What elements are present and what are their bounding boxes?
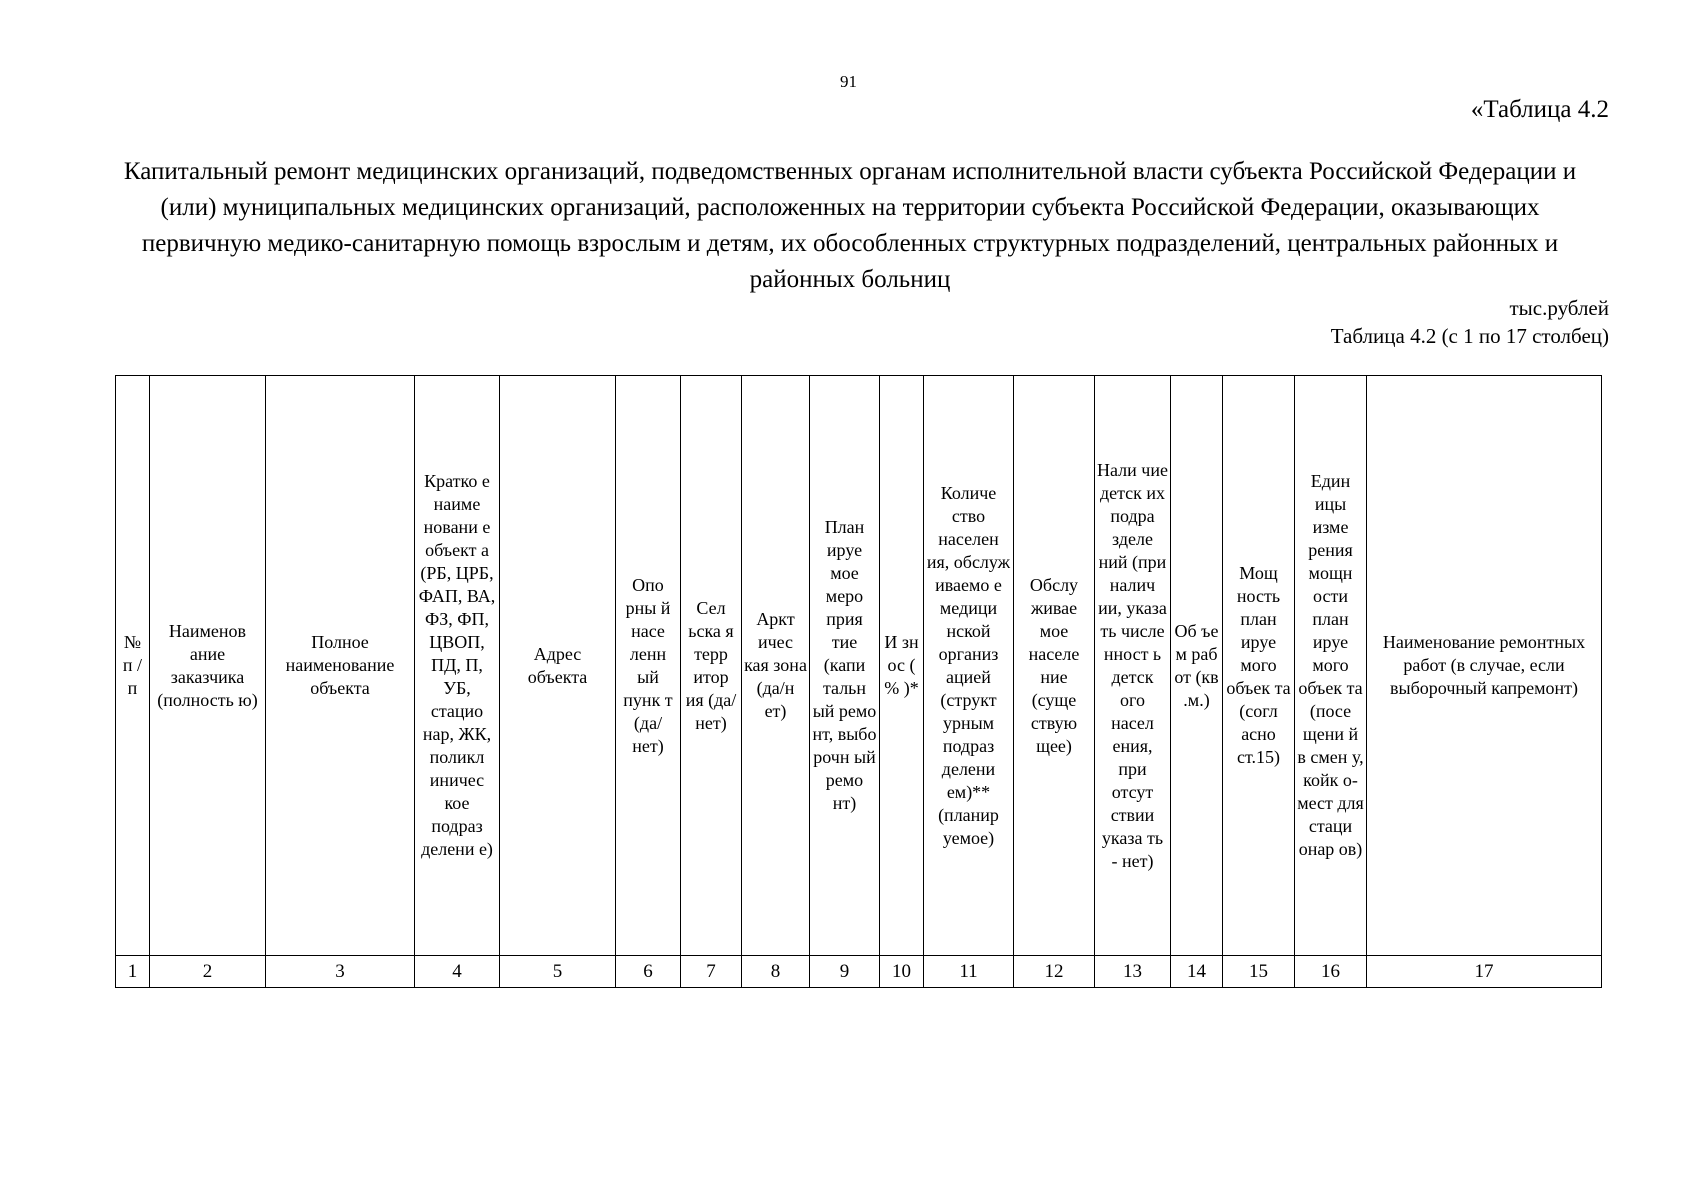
header-cell: № п / п — [116, 376, 150, 956]
column-number-cell: 12 — [1014, 956, 1095, 988]
column-number-cell: 16 — [1295, 956, 1367, 988]
column-number-cell: 11 — [924, 956, 1014, 988]
unit-note: тыс.рублей — [1509, 296, 1609, 320]
column-number-row — [116, 956, 1602, 988]
header-cell: План ируе мое меро прия тие (капи тальн ый ремо нт, выбо рочн ый ремо нт) — [810, 376, 880, 956]
column-number-cell: 2 — [150, 956, 266, 988]
header-cell: Об ъе м раб от (кв .м.) — [1171, 376, 1223, 956]
repair-table — [115, 375, 1602, 988]
column-number-cell: 6 — [616, 956, 681, 988]
column-number-cell: 4 — [415, 956, 500, 988]
column-number-cell: 9 — [810, 956, 880, 988]
column-number-cell: 1 — [116, 956, 150, 988]
document-title: Капитальный ремонт медицинских организаций, подведомственных органам исполнительной власти субъекта Российской Федерации и (или) муниципальных медицинских организаций, расположенных на территории субъекта Российской Федерации, оказывающих первичную медико-санитарную помощь взрослым и детям, их обособленных структурных подразделений, центральных районных и районных больниц — [123, 158, 1577, 293]
column-number-cell: 8 — [742, 956, 810, 988]
table-reference: «Таблица 4.2 — [1470, 96, 1609, 123]
column-number-cell: 7 — [681, 956, 742, 988]
header-row — [116, 376, 1602, 956]
column-number-cell: 14 — [1171, 956, 1223, 988]
column-number-cell: 3 — [266, 956, 415, 988]
header-cell: Аркт ичес кая зона (да/н ет) — [742, 376, 810, 956]
header-cell: Кратко е наиме новани е объект а (РБ, ЦРБ, ФАП, ВА, ФЗ, ФП, ЦВОП, ПД, П, УБ, стацио нар, ЖК, поликл иничес кое подраз делени е) — [415, 376, 500, 956]
column-number-cell: 5 — [500, 956, 616, 988]
header-cell: Наименов ание заказчика (полность ю) — [150, 376, 266, 956]
header-cell: Обслу живае мое населе ние (суще ствую щее) — [1014, 376, 1095, 956]
header-cell: Полное наименование объекта — [266, 376, 415, 956]
header-cell: Количе ство населен ия, обслуж иваемо е медици нской организ ацией (структ урным подраз делени ем)** (планир уемое) — [924, 376, 1014, 956]
column-number-cell: 17 — [1367, 956, 1602, 988]
subtable-note: Таблица 4.2 (с 1 по 17 столбец) — [1330, 324, 1609, 348]
column-number-cell: 15 — [1223, 956, 1295, 988]
page-number: 91 — [840, 72, 857, 91]
header-cell: Мощ ность план ируе мого объек та (согл асно ст.15) — [1223, 376, 1295, 956]
header-cell: Адрес объекта — [500, 376, 616, 956]
header-cell: И зн ос ( % )* — [880, 376, 924, 956]
column-number-cell: 13 — [1095, 956, 1171, 988]
header-cell: Един ицы изме рения мощн ости план ируе мого объек та (посе щени й в смен у, койк о- мест для стаци онар ов) — [1295, 376, 1367, 956]
header-cell: Опо рны й насе ленн ый пунк т (да/ нет) — [616, 376, 681, 956]
header-cell: Сел ьска я терр итор ия (да/ нет) — [681, 376, 742, 956]
header-cell: Наименование ремонтных работ (в случае, если выборочный капремонт) — [1367, 376, 1602, 956]
header-cell: Нали чие детск их подра зделе ний (при налич ии, указа ть числе нност ь детск ого насел ения, при отсут ствии указа ть - нет) — [1095, 376, 1171, 956]
column-number-cell: 10 — [880, 956, 924, 988]
